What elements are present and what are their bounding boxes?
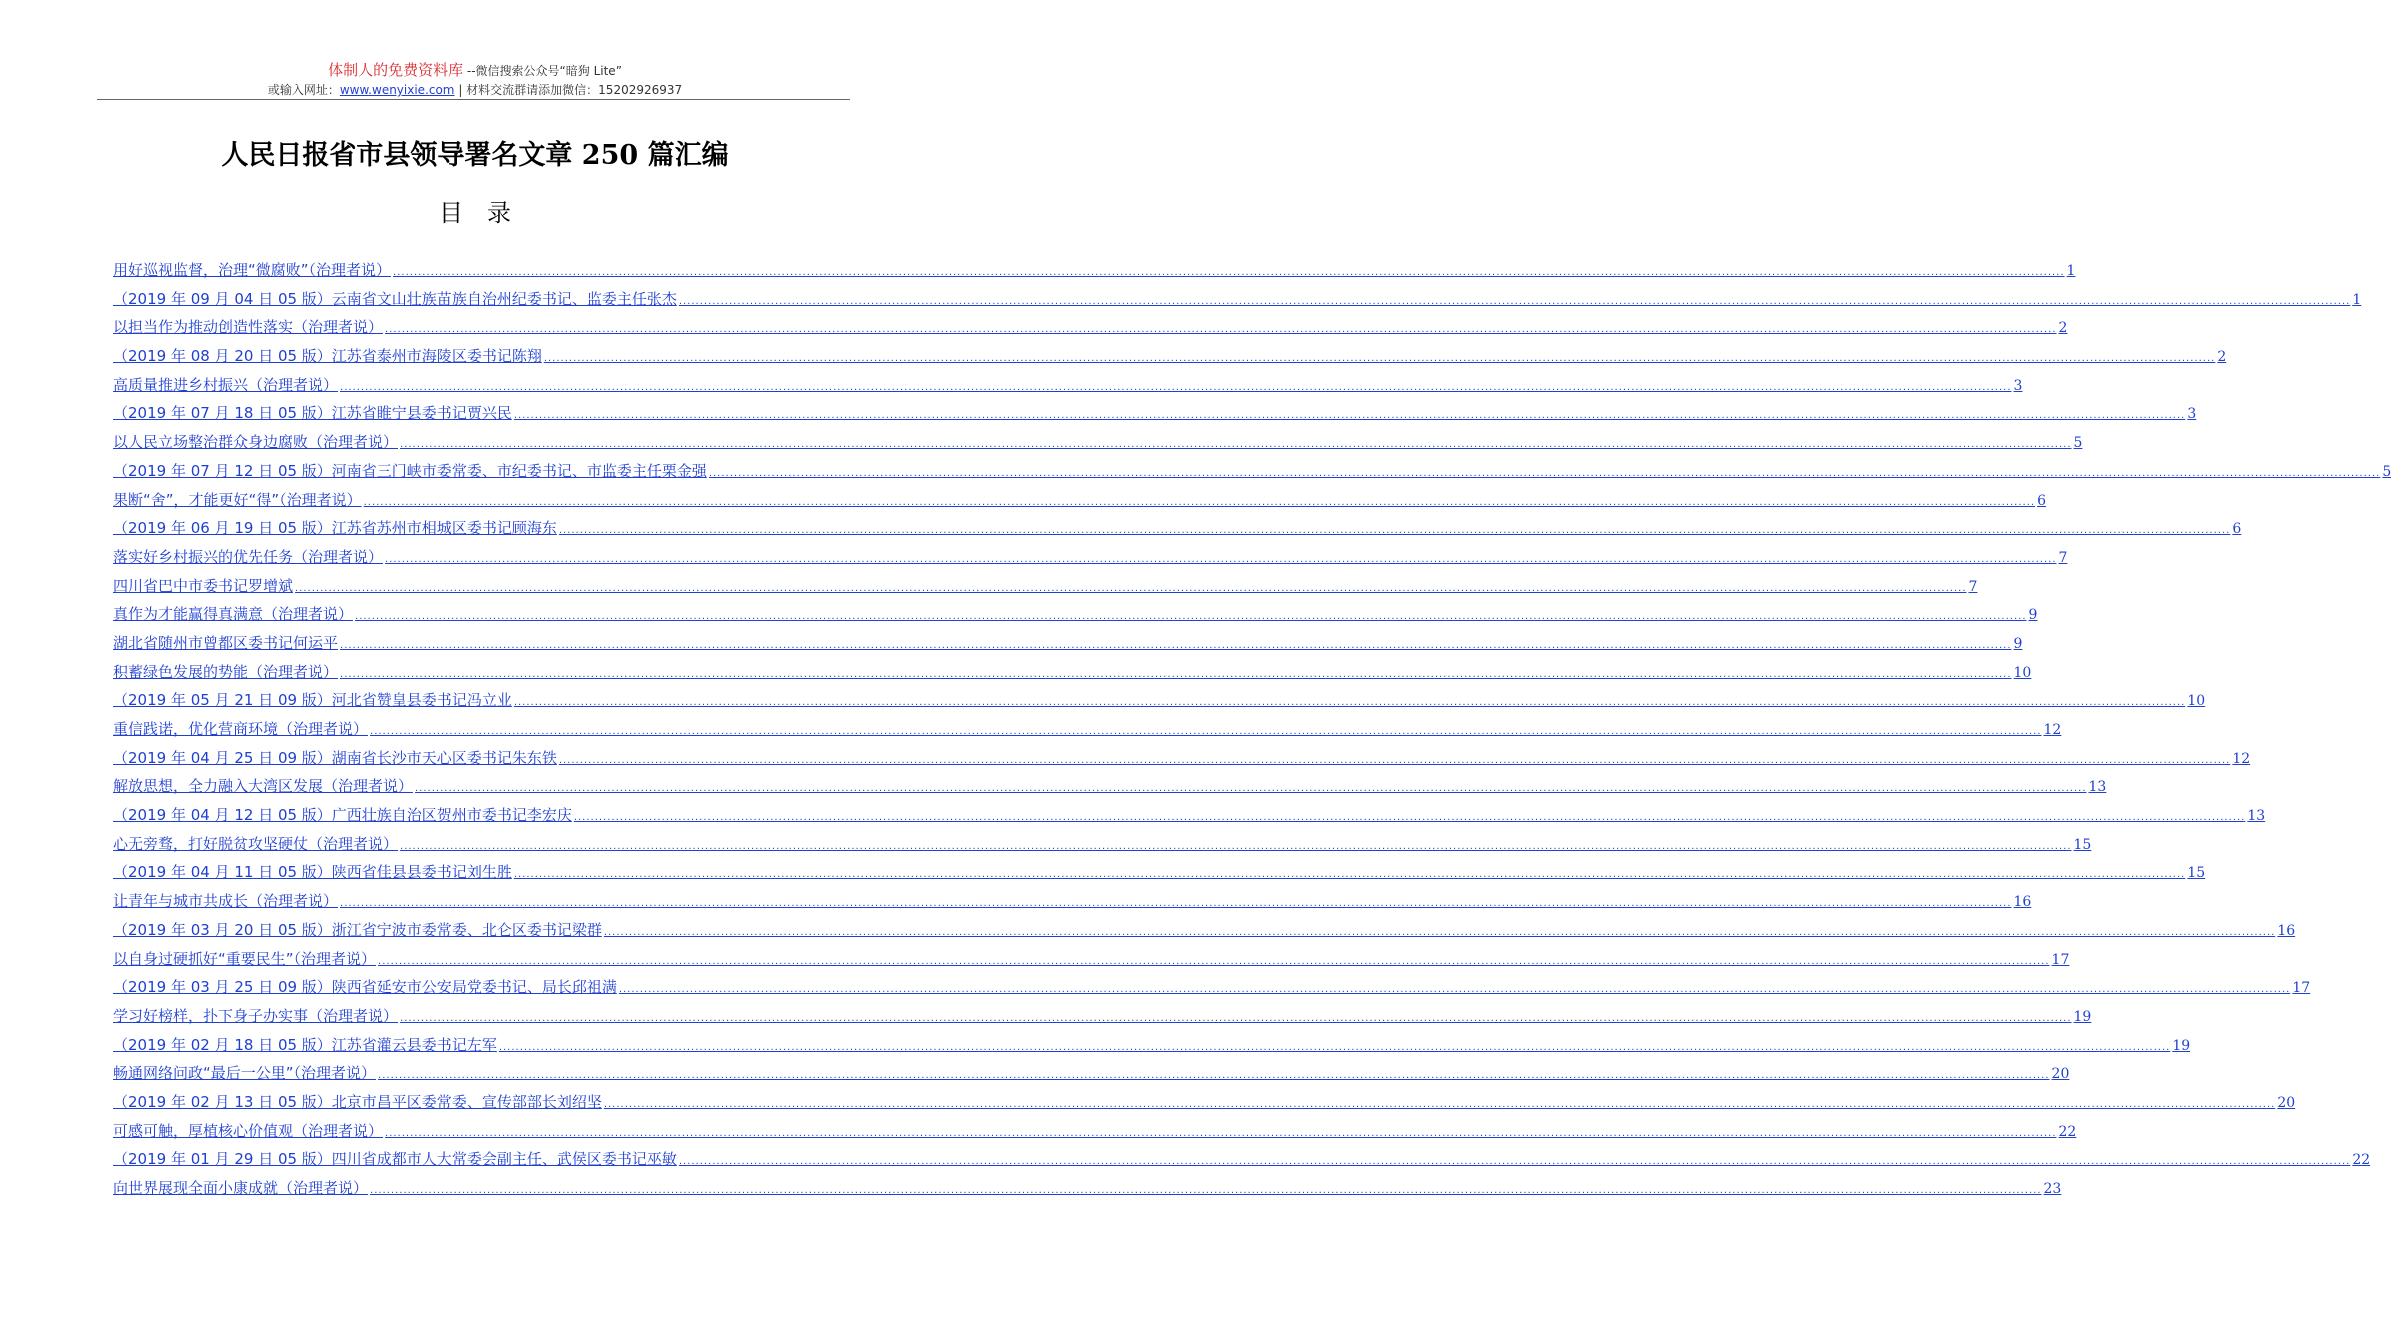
toc-entry[interactable]: [113, 859, 2206, 888]
toc-page-number: 6: [2232, 521, 2242, 538]
dot-leader: ................................................................................................................................................................................................................................................................................................................................................................................................................: [385, 553, 2057, 565]
toc-page-number: 3: [2013, 377, 2023, 394]
toc-entry[interactable]: [113, 630, 2023, 659]
dot-leader: ................................................................................................................................................................................................................................................................................................................................................................................................................: [415, 783, 2087, 795]
toc-entry[interactable]: [113, 946, 2070, 975]
toc-entry-title: 重信践诺，优化营商环境（治理者说）: [113, 720, 369, 738]
toc-entry[interactable]: [113, 429, 2083, 458]
toc-entry-title: 心无旁骛，打好脱贫攻坚硬仗（治理者说）: [113, 834, 399, 853]
toc-page-number: 10: [2013, 664, 2032, 681]
toc-page-number: 9: [2013, 635, 2023, 652]
toc-page-number: 1: [2066, 263, 2076, 279]
dot-leader: ................................................................................................................................................................................................................................................................................................................................................................................................................: [340, 639, 2012, 651]
toc-entry-title: （2019 年 06 月 19 日 05 版）江苏省苏州市相城区委书记顾海东: [113, 519, 557, 538]
dot-leader: ................................................................................................................................................................................................................................................................................................................................................................................................................: [678, 295, 2351, 307]
page-header: [0, 60, 950, 99]
toc-entry-title: 解放思想，全力融入大湾区发展（治理者说）: [113, 777, 414, 796]
toc-entry-title: （2019 年 02 月 18 日 05 版）江苏省灌云县委书记左军: [113, 1035, 497, 1054]
toc-entry[interactable]: [113, 1146, 2371, 1175]
toc-entry[interactable]: [113, 372, 2023, 401]
dot-leader: ................................................................................................................................................................................................................................................................................................................................................................................................................: [513, 869, 2186, 881]
dot-leader: ................................................................................................................................................................................................................................................................................................................................................................................................................: [378, 955, 2050, 967]
dot-leader: ................................................................................................................................................................................................................................................................................................................................................................................................................: [393, 267, 2065, 278]
toc-page-number: 1: [2352, 291, 2362, 308]
toc-page-number: 7: [2058, 549, 2068, 566]
toc-entry[interactable]: [113, 687, 2206, 716]
toc-entry[interactable]: [113, 888, 2032, 917]
toc-page-number: 6: [2037, 492, 2046, 509]
toc-page-number: 20: [2277, 1094, 2296, 1111]
toc-entry-title: （2019 年 05 月 21 日 09 版）河北省赞皇县委书记冯立业: [113, 691, 512, 710]
toc-entry[interactable]: [113, 1175, 2062, 1204]
toc-entry[interactable]: [113, 974, 2311, 1003]
toc-entry-title: （2019 年 02 月 13 日 05 版）北京市昌平区委常委、宣传部部长刘绍坚: [113, 1092, 602, 1111]
toc-entry[interactable]: [113, 458, 2391, 487]
toc-entry[interactable]: [113, 1089, 2296, 1118]
document-title: 人民日报省市县领导署名文章 250 篇汇编: [221, 140, 729, 171]
toc-entry[interactable]: [113, 831, 2092, 860]
dot-leader: ................................................................................................................................................................................................................................................................................................................................................................................................................: [385, 324, 2057, 336]
contact-text: | 材料交流群请添加微信：15202926937: [454, 83, 683, 97]
toc-entry-title: （2019 年 04 月 12 日 05 版）广西壮族自治区贺州市委书记李宏庆: [113, 806, 572, 825]
toc-entry[interactable]: [113, 1060, 2070, 1089]
toc-page-number: 2: [2217, 349, 2227, 366]
toc-page-number: 12: [2232, 750, 2251, 767]
site-link[interactable]: www.wenyixie.com: [339, 83, 455, 97]
toc-page-number: 20: [2051, 1066, 2070, 1083]
toc-entry-title: 真作为才能赢得真满意（治理者说）: [113, 605, 354, 624]
toc-entry-title: 让青年与城市共成长（治理者说）: [113, 892, 339, 911]
toc-page-number: 5: [2382, 463, 2391, 480]
toc-entry-title: （2019 年 03 月 25 日 09 版）陕西省延安市公安局党委书记、局长邱祖满: [113, 978, 617, 997]
toc-page-number: 7: [1968, 578, 1978, 595]
toc-entry-title: 用好巡视监督，治理“微腐败”（治理者说）: [113, 261, 392, 279]
toc-entry[interactable]: [113, 314, 2068, 343]
toc-entry[interactable]: [113, 343, 2227, 372]
toc-entry-title: 高质量推进乡村振兴（治理者说）: [113, 375, 339, 394]
toc-entry[interactable]: [113, 917, 2296, 946]
toc-entry-title: 学习好榜样，扑下身子办实事（治理者说）: [113, 1006, 399, 1025]
toc-entry-title: 以自身过硬抓好“重要民生”（治理者说）: [113, 949, 377, 968]
dot-leader: ................................................................................................................................................................................................................................................................................................................................................................................................................: [400, 840, 2072, 852]
dot-leader: ................................................................................................................................................................................................................................................................................................................................................................................................................: [558, 754, 2231, 766]
toc-entry-title: （2019 年 01 月 29 日 05 版）四川省成都市人大常委会副主任、武侯区委书记巫敏: [113, 1150, 677, 1169]
dot-leader: ................................................................................................................................................................................................................................................................................................................................................................................................................: [363, 496, 2036, 508]
toc-entry-title: 四川省巴中市委书记罗增斌: [113, 576, 294, 595]
toc-entry-title: 向世界展现全面小康成就（治理者说）: [113, 1179, 369, 1197]
table-of-contents: [113, 257, 2391, 1204]
dot-leader: ................................................................................................................................................................................................................................................................................................................................................................................................................: [340, 381, 2012, 393]
wechat-hint: --微信搜索公众号“暗狗 Lite”: [463, 64, 622, 78]
dot-leader: ................................................................................................................................................................................................................................................................................................................................................................................................................: [558, 525, 2231, 537]
toc-entry[interactable]: [113, 487, 2046, 516]
dot-leader: ................................................................................................................................................................................................................................................................................................................................................................................................................: [708, 467, 2381, 479]
toc-entry-title: （2019 年 07 月 12 日 05 版）河南省三门峡市委常委、市纪委书记、市监委主任栗金强: [113, 461, 707, 480]
header-line-1: [0, 60, 950, 81]
brand-name: 体制人的免费资料库: [328, 61, 464, 79]
dot-leader: ................................................................................................................................................................................................................................................................................................................................................................................................................: [573, 812, 2246, 824]
toc-entry[interactable]: [113, 773, 2107, 802]
toc-entry-title: 果断“舍”，才能更好“得”（治理者说）: [113, 490, 362, 509]
toc-entry-title: （2019 年 07 月 18 日 05 版）江苏省睢宁县委书记贾兴民: [113, 404, 512, 423]
toc-entry[interactable]: [113, 1118, 2077, 1147]
header-line-2: [0, 81, 950, 99]
toc-entry[interactable]: [113, 745, 2251, 774]
dot-leader: ................................................................................................................................................................................................................................................................................................................................................................................................................: [378, 1070, 2050, 1082]
dot-leader: ................................................................................................................................................................................................................................................................................................................................................................................................................: [355, 611, 2027, 623]
toc-entry-title: （2019 年 04 月 25 日 09 版）湖南省长沙市天心区委书记朱东铁: [113, 748, 557, 767]
toc-entry-title: 积蓄绿色发展的势能（治理者说）: [113, 662, 339, 681]
toc-page-number: 5: [2073, 435, 2083, 452]
toc-entry[interactable]: [113, 286, 2362, 315]
toc-heading: 目 录: [439, 199, 511, 227]
toc-page-number: 3: [2187, 406, 2197, 423]
toc-entry[interactable]: [113, 400, 2197, 429]
toc-entry-title: 以担当作为推动创造性落实（治理者说）: [113, 318, 384, 337]
toc-page-number: 15: [2073, 836, 2092, 853]
toc-entry[interactable]: [113, 1003, 2092, 1032]
toc-entry[interactable]: [113, 515, 2242, 544]
dot-leader: ................................................................................................................................................................................................................................................................................................................................................................................................................: [295, 582, 1967, 594]
toc-entry-title: 落实好乡村振兴的优先任务（治理者说）: [113, 547, 384, 566]
toc-entry[interactable]: [113, 257, 2076, 286]
toc-entry-title: 畅通网络问政“最后一公里”（治理者说）: [113, 1064, 377, 1083]
toc-entry-title: （2019 年 09 月 04 日 05 版）云南省文山壮族苗族自治州纪委书记、监委主任张杰: [113, 289, 677, 308]
dot-leader: ................................................................................................................................................................................................................................................................................................................................................................................................................: [498, 1041, 2171, 1053]
dot-leader: ................................................................................................................................................................................................................................................................................................................................................................................................................: [385, 1127, 2057, 1139]
toc-entry[interactable]: [113, 802, 2266, 831]
toc-page-number: 9: [2028, 607, 2038, 624]
toc-entry-title: （2019 年 03 月 20 日 05 版）浙江省宁波市委常委、北仑区委书记梁群: [113, 920, 602, 939]
toc-entry-title: （2019 年 08 月 20 日 05 版）江苏省泰州市海陵区委书记陈翔: [113, 347, 542, 366]
toc-entry-title: 湖北省随州市曾都区委书记何运平: [113, 633, 339, 652]
toc-page-number: 13: [2088, 779, 2107, 796]
toc-page-number: 23: [2043, 1181, 2062, 1197]
dot-leader: ................................................................................................................................................................................................................................................................................................................................................................................................................: [513, 697, 2186, 709]
toc-entry-title: 可感可触，厚植核心价值观（治理者说）: [113, 1121, 384, 1140]
toc-entry-title: （2019 年 04 月 11 日 05 版）陕西省佳县县委书记刘生胜: [113, 863, 512, 882]
dot-leader: ................................................................................................................................................................................................................................................................................................................................................................................................................: [400, 1012, 2072, 1024]
toc-entry[interactable]: [113, 573, 1978, 602]
toc-page-number: 22: [2352, 1152, 2371, 1169]
toc-entry[interactable]: [113, 1032, 2191, 1061]
toc-page-number: 15: [2187, 865, 2206, 882]
toc-page-number: 22: [2058, 1123, 2077, 1140]
toc-entry-title: 以人民立场整治群众身边腐败（治理者说）: [113, 433, 399, 452]
dot-leader: ................................................................................................................................................................................................................................................................................................................................................................................................................: [370, 1185, 2042, 1196]
toc-page-number: 13: [2247, 808, 2266, 825]
dot-leader: ................................................................................................................................................................................................................................................................................................................................................................................................................: [603, 1098, 2276, 1110]
toc-page-number: 19: [2172, 1037, 2191, 1054]
toc-entry[interactable]: [113, 659, 2032, 688]
toc-page-number: 17: [2292, 980, 2311, 997]
toc-entry[interactable]: [113, 601, 2038, 630]
dot-leader: ................................................................................................................................................................................................................................................................................................................................................................................................................: [370, 726, 2042, 737]
toc-page-number: 19: [2073, 1008, 2092, 1025]
dot-leader: ................................................................................................................................................................................................................................................................................................................................................................................................................: [543, 353, 2216, 365]
toc-page-number: 16: [2277, 922, 2296, 939]
toc-page-number: 17: [2051, 951, 2070, 968]
dot-leader: ................................................................................................................................................................................................................................................................................................................................................................................................................: [603, 926, 2276, 938]
dot-leader: ................................................................................................................................................................................................................................................................................................................................................................................................................: [678, 1156, 2351, 1168]
toc-entry[interactable]: [113, 544, 2068, 573]
header-divider: [97, 99, 850, 100]
dot-leader: ................................................................................................................................................................................................................................................................................................................................................................................................................: [618, 984, 2291, 996]
toc-entry[interactable]: [113, 716, 2062, 745]
toc-page-number: 16: [2013, 894, 2032, 911]
toc-page-number: 10: [2187, 693, 2206, 710]
url-prefix: 或输入网址：: [267, 83, 340, 97]
dot-leader: ................................................................................................................................................................................................................................................................................................................................................................................................................: [340, 668, 2012, 680]
dot-leader: ................................................................................................................................................................................................................................................................................................................................................................................................................: [400, 439, 2072, 451]
dot-leader: ................................................................................................................................................................................................................................................................................................................................................................................................................: [513, 410, 2186, 422]
toc-page-number: 12: [2043, 722, 2062, 738]
toc-page-number: 2: [2058, 320, 2068, 337]
dot-leader: ................................................................................................................................................................................................................................................................................................................................................................................................................: [340, 898, 2012, 910]
